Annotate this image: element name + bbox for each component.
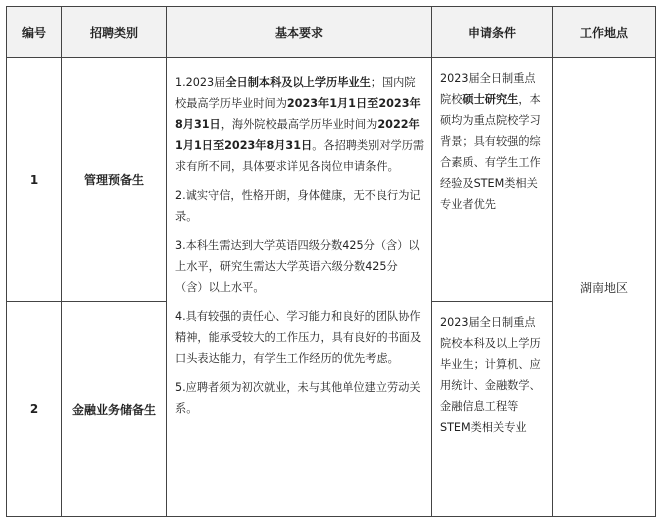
requirement-item-5: 5.应聘者须为初次就业，未与其他单位建立劳动关系。 [175, 381, 421, 415]
header-category: 招聘类别 [62, 7, 167, 58]
recruitment-table [6, 6, 656, 517]
requirement-1-bold-f: 2022年1月1日至2023年8月31日 [175, 118, 420, 152]
row-category: 金融业务储备生 [62, 302, 167, 517]
header-location: 工作地点 [553, 7, 656, 58]
header-requirements: 基本要求 [167, 7, 432, 58]
requirement-item-1 [175, 72, 425, 177]
row-number: 1 [7, 58, 62, 302]
condition-1-bold: 硕士研究生 [462, 93, 519, 106]
header-conditions: 申请条件 [432, 7, 553, 58]
condition-1-rest: ，本硕均为重点院校学习背景；具有较强的综合素质、有学生工作经验及STEM类相关专业者优先 [440, 93, 541, 211]
table-row [7, 58, 656, 302]
row-number: 2 [7, 302, 62, 517]
requirement-1-text-a: 1.2023届 [175, 76, 226, 89]
requirement-1-bold-b: 全日制本科及以上学历毕业生 [225, 76, 371, 89]
row-category: 管理预备生 [62, 58, 167, 302]
requirement-item-4: 4.具有较强的责任心、学习能力和良好的团队协作精神，能承受较大的工作压力，具有良好的书面及口头表达能力，有学生工作经历的优先考虑。 [175, 310, 422, 365]
requirement-1-text-e: ，海外院校最高学历毕业时间为 [220, 118, 378, 131]
row-conditions [432, 58, 553, 302]
requirement-1-text-g: 。各招聘类别对学历需求有所不同，具体要求详见各岗位申请条件。 [175, 139, 425, 173]
condition-1-text: 2023届全日制重点院校 [440, 72, 536, 106]
location-cell: 湖南地区 [553, 58, 656, 517]
requirements-cell [167, 58, 432, 517]
requirement-item-3: 3.本科生需达到大学英语四级分数425分（含）以上水平，研究生需达大学英语六级分数425分（含）以上水平。 [175, 239, 420, 294]
row-conditions: 2023届全日制重点院校本科及以上学历毕业生；计算机、应用统计、金融数学、金融信息工程等STEM类相关专业 [432, 302, 553, 517]
requirement-item-2: 2.诚实守信，性格开朗，身体健康，无不良行为记录。 [175, 189, 421, 223]
header-no: 编号 [7, 7, 62, 58]
requirement-1-text-c: ；国内院校最高学历毕业时间为 [175, 76, 416, 110]
header-row [7, 7, 656, 58]
requirement-1-bold-d: 2023年1月1日至2023年8月31日 [175, 97, 421, 131]
